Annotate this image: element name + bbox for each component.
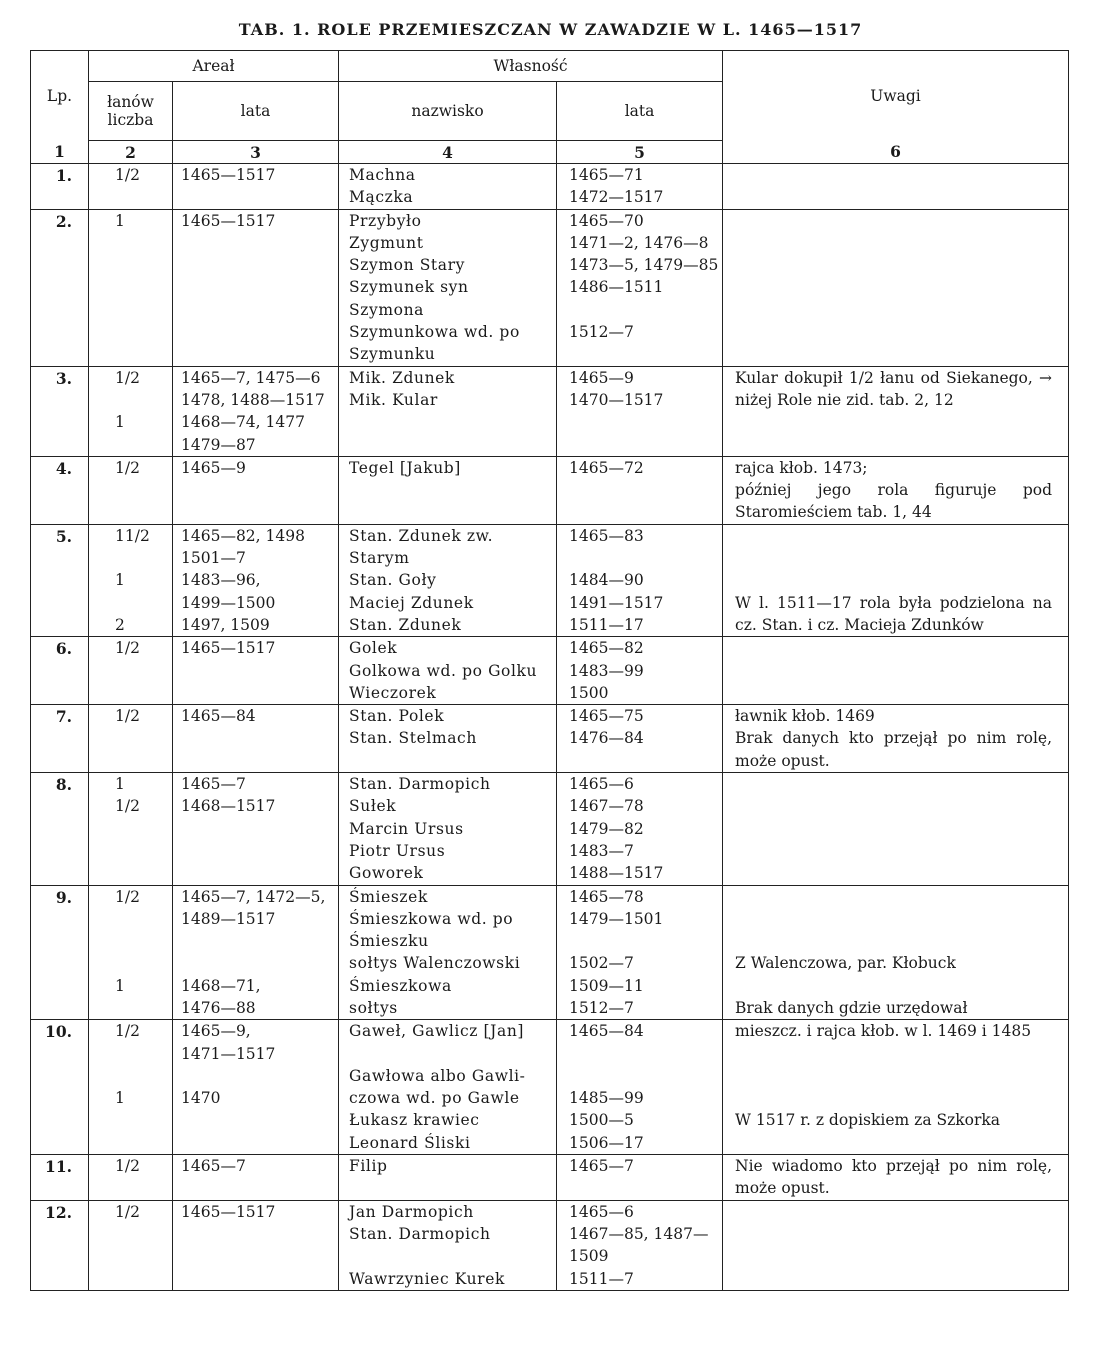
column-number: 6 <box>723 141 1069 164</box>
lata-value: 1499—1500 <box>181 593 276 612</box>
owner-name: Stan. Stelmach <box>349 729 477 748</box>
owner-name: Mik. Zdunek <box>349 368 455 387</box>
lata-wl-cell <box>557 366 723 456</box>
lata-value: 1465—1517 <box>181 166 276 184</box>
nazwisko-cell <box>339 885 557 1020</box>
row-number: 8. <box>31 773 89 885</box>
row-number: 7. <box>31 705 89 773</box>
remark-text <box>735 930 1052 952</box>
lanow-value: 1/2 <box>115 887 140 906</box>
owner-years: 1465—71 <box>569 166 644 184</box>
table-row <box>31 885 1069 1020</box>
lanow-value <box>115 1043 172 1065</box>
owner-name: Szymunkowa wd. po <box>349 323 520 342</box>
lanow-cell <box>89 209 173 366</box>
lanow-value <box>115 952 172 974</box>
lata-value: 1465—9 <box>181 458 246 477</box>
remark-text <box>735 908 1052 930</box>
owner-name: Śmieszkowa <box>349 976 452 995</box>
owner-years <box>569 547 722 569</box>
lanow-cell <box>89 1020 173 1155</box>
lanow-value: 1/2 <box>115 1202 140 1221</box>
lanow-cell <box>89 773 173 885</box>
lanow-value <box>115 997 172 1019</box>
lata-value: 1465—7 <box>181 1157 246 1176</box>
lanow-value <box>115 434 172 456</box>
uwagi-cell <box>723 1200 1069 1290</box>
owner-years: 1470—1517 <box>569 390 664 409</box>
owner-name: Szymona <box>349 300 425 319</box>
lata-cell <box>173 524 339 636</box>
owner-years <box>569 343 722 365</box>
owner-name: Stan. Polek <box>349 707 445 726</box>
lata-value: 1465—7, 1472—5, <box>181 887 326 906</box>
column-number: 2 <box>89 141 173 164</box>
lanow-value <box>115 1065 172 1087</box>
owner-name <box>349 1043 556 1065</box>
lata-cell <box>173 773 339 885</box>
lanow-cell <box>89 637 173 705</box>
table-row <box>31 209 1069 366</box>
lanow-cell <box>89 164 173 210</box>
lanow-value <box>115 1132 172 1154</box>
owner-years: 1512—7 <box>569 998 634 1017</box>
owner-name: Mączka <box>349 188 414 207</box>
header-nazwisko: nazwisko <box>339 82 557 141</box>
owner-years: 1483—7 <box>569 841 634 860</box>
lanow-value: 1 <box>115 413 125 432</box>
lata-value: 1470 <box>181 1089 221 1108</box>
remark-text <box>735 1043 1052 1065</box>
table-body <box>31 164 1069 1291</box>
owner-name: Przybyło <box>349 211 422 230</box>
uwagi-cell <box>723 209 1069 366</box>
column-number: 1 <box>31 141 89 164</box>
lanow-value: 1 <box>115 571 125 590</box>
lanow-value: 1 <box>115 976 125 995</box>
lanow-cell <box>89 885 173 1020</box>
owner-name: Śmieszek <box>349 887 428 906</box>
owner-name: Zygmunt <box>349 233 424 252</box>
lanow-value: 1/2 <box>115 707 140 726</box>
lanow-value: 1/2 <box>115 1022 140 1041</box>
owner-years: 1465—72 <box>569 458 644 477</box>
nazwisko-cell <box>339 164 557 210</box>
owner-years: 1465—82 <box>569 639 644 658</box>
nazwisko-cell <box>339 1200 557 1290</box>
owner-years: 1465—9 <box>569 368 634 387</box>
owner-years: 1465—70 <box>569 211 644 230</box>
lata-cell <box>173 209 339 366</box>
lanow-value: 1/2 <box>115 1157 140 1176</box>
column-number: 3 <box>173 141 339 164</box>
lanow-cell <box>89 524 173 636</box>
lanow-value <box>115 547 172 569</box>
owner-name: Gawłowa albo Gawli- <box>349 1066 526 1085</box>
owner-name: Golek <box>349 639 398 658</box>
lanow-value: 2 <box>115 615 125 634</box>
owner-name: Wieczorek <box>349 683 437 702</box>
nazwisko-cell <box>339 209 557 366</box>
nazwisko-cell <box>339 705 557 773</box>
owner-name: Stan. Zdunek zw. <box>349 526 494 545</box>
lata-cell <box>173 1020 339 1155</box>
owner-name: Goworek <box>349 864 424 883</box>
header-wlasnosc: Własność <box>339 51 723 82</box>
row-number: 1. <box>31 164 89 210</box>
lata-value <box>181 1109 338 1131</box>
lata-value: 1465—9, <box>181 1022 251 1041</box>
lata-value: 1476—88 <box>181 998 256 1017</box>
remark-text <box>735 1065 1052 1087</box>
uwagi-cell <box>723 1020 1069 1155</box>
uwagi-cell <box>723 1155 1069 1201</box>
owner-name: Gaweł, Gawlicz [Jan] <box>349 1022 525 1041</box>
lata-value: 1501—7 <box>181 549 246 568</box>
owner-years: 1473—5, 1479—85 <box>569 256 719 275</box>
lanow-value: 1/2 <box>115 458 140 477</box>
owner-name: Śmieszkowa wd. po <box>349 909 514 928</box>
lata-cell <box>173 164 339 210</box>
lata-wl-cell <box>557 1155 723 1201</box>
owner-years: 1506—17 <box>569 1133 644 1152</box>
table-row <box>31 705 1069 773</box>
lanow-cell <box>89 366 173 456</box>
owner-name: Piotr Ursus <box>349 841 446 860</box>
lanow-cell <box>89 1155 173 1201</box>
lanow-value <box>115 930 172 952</box>
lata-value: 1465—84 <box>181 707 256 726</box>
lanow-value: 1/2 <box>115 166 140 184</box>
table-row <box>31 164 1069 210</box>
owner-years: 1471—2, 1476—8 <box>569 233 709 252</box>
lata-cell <box>173 366 339 456</box>
owner-name: Golkowa wd. po Golku <box>349 661 538 680</box>
header-lanow-liczba: łanów liczba <box>89 82 173 141</box>
row-number: 3. <box>31 366 89 456</box>
lata-value: 1468—71, <box>181 976 261 995</box>
owner-years: 1512—7 <box>569 323 634 342</box>
header-uwagi: Uwagi <box>723 51 1069 141</box>
table-row <box>31 524 1069 636</box>
lata-wl-cell <box>557 1020 723 1155</box>
row-number: 4. <box>31 456 89 524</box>
remark-text: Kular dokupił 1/2 łanu od Siekanego, → niżej Role nie zid. tab. 2, 12 <box>735 368 1053 409</box>
owner-name: czowa wd. po Gawle <box>349 1089 520 1108</box>
table-row <box>31 366 1069 456</box>
remark-text <box>735 1087 1052 1109</box>
remark-text: mieszcz. i rajca kłob. w l. 1469 i 1485 <box>735 1022 1032 1041</box>
lata-wl-cell <box>557 637 723 705</box>
table-row <box>31 637 1069 705</box>
row-number: 6. <box>31 637 89 705</box>
uwagi-cell <box>723 885 1069 1020</box>
uwagi-cell <box>723 366 1069 456</box>
uwagi-cell <box>723 164 1069 210</box>
uwagi-cell <box>723 705 1069 773</box>
lanow-value: 1 <box>115 211 125 230</box>
owner-years: 1491—1517 <box>569 593 664 612</box>
owner-years: 1509—11 <box>569 976 644 995</box>
owner-years: 1465—83 <box>569 526 644 545</box>
lata-wl-cell <box>557 705 723 773</box>
remark-text: rajca kłob. 1473; <box>735 458 868 477</box>
owner-years: 1465—6 <box>569 775 634 794</box>
lanow-value: 11/2 <box>115 526 150 545</box>
owner-years: 1488—1517 <box>569 864 664 883</box>
owner-name: sołtys <box>349 998 398 1017</box>
lata-value: 1489—1517 <box>181 909 276 928</box>
lata-wl-cell <box>557 773 723 885</box>
lata-wl-cell <box>557 209 723 366</box>
owner-name: sołtys Walenczowski <box>349 954 521 973</box>
owner-years: 1509 <box>569 1247 609 1266</box>
owner-years: 1511—7 <box>569 1269 634 1288</box>
owner-name: Szymunek syn <box>349 278 469 297</box>
lanow-value <box>115 389 172 411</box>
owner-years: 1465—7 <box>569 1157 634 1176</box>
lanow-value: 1 <box>115 1089 125 1108</box>
lanow-value <box>115 908 172 930</box>
remark-text <box>735 210 1052 232</box>
owner-years <box>569 1065 722 1087</box>
lanow-value: 1/2 <box>115 797 140 816</box>
lata-value: 1468—1517 <box>181 797 276 816</box>
remark-text <box>735 569 1052 591</box>
row-number: 9. <box>31 885 89 1020</box>
lata-wl-cell <box>557 885 723 1020</box>
nazwisko-cell <box>339 366 557 456</box>
remark-text <box>735 637 1052 659</box>
remark-text: ławnik kłob. 1469 <box>735 707 875 726</box>
lanow-value: 1/2 <box>115 639 140 658</box>
uwagi-cell <box>723 456 1069 524</box>
row-number: 2. <box>31 209 89 366</box>
owner-years: 1465—6 <box>569 1202 634 1221</box>
lata-cell <box>173 456 339 524</box>
lata-value: 1465—1517 <box>181 211 276 230</box>
lata-cell <box>173 637 339 705</box>
remark-text <box>735 164 1052 186</box>
remark-text: Nie wiadomo kto przejął po nim rolę, może opust. <box>735 1157 1053 1198</box>
owner-name: Stan. Zdunek <box>349 615 462 634</box>
remark-text: Brak danych kto przejął po nim rolę, może opust. <box>735 729 1053 770</box>
owner-years: 1465—75 <box>569 707 644 726</box>
owner-years: 1465—78 <box>569 887 644 906</box>
owner-years: 1476—84 <box>569 729 644 748</box>
roles-table <box>30 50 1069 1291</box>
table-row <box>31 1155 1069 1201</box>
owner-years: 1465—84 <box>569 1022 644 1041</box>
header-lata-wlasnosc: lata <box>557 82 723 141</box>
owner-name: Marcin Ursus <box>349 819 464 838</box>
owner-years: 1502—7 <box>569 954 634 973</box>
owner-name: Sułek <box>349 797 397 816</box>
remark-text: później jego rola figuruje pod Staromieściem tab. 1, 44 <box>735 481 1053 522</box>
remark-text <box>735 886 1052 908</box>
lanow-value <box>115 592 172 614</box>
lata-value <box>181 952 338 974</box>
remark-text <box>735 525 1052 547</box>
owner-years: 1479—82 <box>569 819 644 838</box>
lata-wl-cell <box>557 1200 723 1290</box>
nazwisko-cell <box>339 773 557 885</box>
owner-name: Machna <box>349 166 416 184</box>
owner-years <box>569 930 722 952</box>
table-title: TAB. 1. ROLE PRZEMIESZCZAN W ZAWADZIE W L. 1465—1517 <box>238 20 863 39</box>
owner-years: 1485—99 <box>569 1089 644 1108</box>
owner-name: Stan. Darmopich <box>349 775 491 794</box>
owner-years <box>569 299 722 321</box>
lata-value <box>181 1132 338 1154</box>
owner-name: Filip <box>349 1157 388 1176</box>
nazwisko-cell <box>339 1020 557 1155</box>
lata-value: 1465—82, 1498 <box>181 526 305 545</box>
lata-cell <box>173 885 339 1020</box>
lata-value: 1465—7, 1475—6 <box>181 368 321 387</box>
owner-name: Stan. Darmopich <box>349 1224 491 1243</box>
lata-value <box>181 930 338 952</box>
remark-text: Brak danych gdzie urzędował <box>735 998 968 1017</box>
lata-value: 1468—74, 1477 <box>181 413 305 432</box>
header-lata-areal: lata <box>173 82 339 141</box>
lata-cell <box>173 1155 339 1201</box>
remark-text: W l. 1511—17 rola była podzielona na cz. Stan. i cz. Macieja Zdunków <box>735 593 1053 634</box>
owner-years: 1500—5 <box>569 1111 634 1130</box>
lata-wl-cell <box>557 164 723 210</box>
lata-value: 1471—1517 <box>181 1044 276 1063</box>
row-number: 10. <box>31 1020 89 1155</box>
lata-value: 1479—87 <box>181 435 256 454</box>
nazwisko-cell <box>339 456 557 524</box>
column-number: 4 <box>339 141 557 164</box>
owner-name: Mik. Kular <box>349 390 438 409</box>
lanow-value: 1 <box>115 775 125 794</box>
owner-years: 1511—17 <box>569 615 644 634</box>
remark-text <box>735 975 1052 997</box>
lanow-cell <box>89 456 173 524</box>
lata-value: 1465—1517 <box>181 639 276 658</box>
lata-cell <box>173 1200 339 1290</box>
nazwisko-cell <box>339 524 557 636</box>
remark-text: W 1517 r. z dopiskiem za Szkorka <box>735 1111 1001 1130</box>
owner-years: 1486—1511 <box>569 278 664 297</box>
lanow-cell <box>89 705 173 773</box>
remark-text <box>735 1201 1052 1223</box>
table-row <box>31 456 1069 524</box>
owner-years: 1484—90 <box>569 571 644 590</box>
owner-name: Szymunku <box>349 345 436 364</box>
owner-name <box>349 1245 556 1267</box>
remark-text <box>735 547 1052 569</box>
owner-years: 1467—85, 1487— <box>569 1224 709 1243</box>
lanow-cell <box>89 1200 173 1290</box>
lata-wl-cell <box>557 524 723 636</box>
owner-years <box>569 1043 722 1065</box>
owner-years: 1472—1517 <box>569 188 664 207</box>
owner-name: Maciej Zdunek <box>349 593 474 612</box>
uwagi-cell <box>723 773 1069 885</box>
lata-cell <box>173 705 339 773</box>
header-areal: Areał <box>89 51 339 82</box>
lata-value <box>181 1065 338 1087</box>
table-row <box>31 1200 1069 1290</box>
owner-name: Łukasz krawiec <box>349 1111 480 1130</box>
remark-text: Z Walenczowa, par. Kłobuck <box>735 954 956 973</box>
owner-name: Wawrzyniec Kurek <box>349 1269 505 1288</box>
owner-name: Tegel [Jakub] <box>349 458 461 477</box>
lata-wl-cell <box>557 456 723 524</box>
row-number: 5. <box>31 524 89 636</box>
nazwisko-cell <box>339 1155 557 1201</box>
uwagi-cell <box>723 637 1069 705</box>
column-number: 5 <box>557 141 723 164</box>
lata-value: 1483—96, <box>181 571 261 590</box>
lata-value: 1465—1517 <box>181 1202 276 1221</box>
lata-value: 1465—7 <box>181 775 246 794</box>
uwagi-cell <box>723 524 1069 636</box>
owner-years: 1483—99 <box>569 661 644 680</box>
table-header <box>31 51 1069 164</box>
lata-value: 1478, 1488—1517 <box>181 390 325 409</box>
owner-years: 1500 <box>569 683 609 702</box>
lata-value: 1497, 1509 <box>181 615 270 634</box>
owner-years: 1467—78 <box>569 797 644 816</box>
owner-name: Stan. Goły <box>349 571 437 590</box>
row-number: 11. <box>31 1155 89 1201</box>
remark-text <box>735 773 1052 795</box>
owner-name: Śmieszku <box>349 932 429 951</box>
owner-name: Starym <box>349 549 410 568</box>
header-lp: Lp. <box>31 51 89 141</box>
nazwisko-cell <box>339 637 557 705</box>
table-row <box>31 773 1069 885</box>
row-number: 12. <box>31 1200 89 1290</box>
lanow-value <box>115 1109 172 1131</box>
table-row <box>31 1020 1069 1155</box>
owner-years: 1479—1501 <box>569 909 664 928</box>
owner-name: Jan Darmopich <box>349 1202 474 1221</box>
owner-name: Leonard Śliski <box>349 1133 471 1152</box>
owner-name: Szymon Stary <box>349 256 465 275</box>
lanow-value: 1/2 <box>115 368 140 387</box>
